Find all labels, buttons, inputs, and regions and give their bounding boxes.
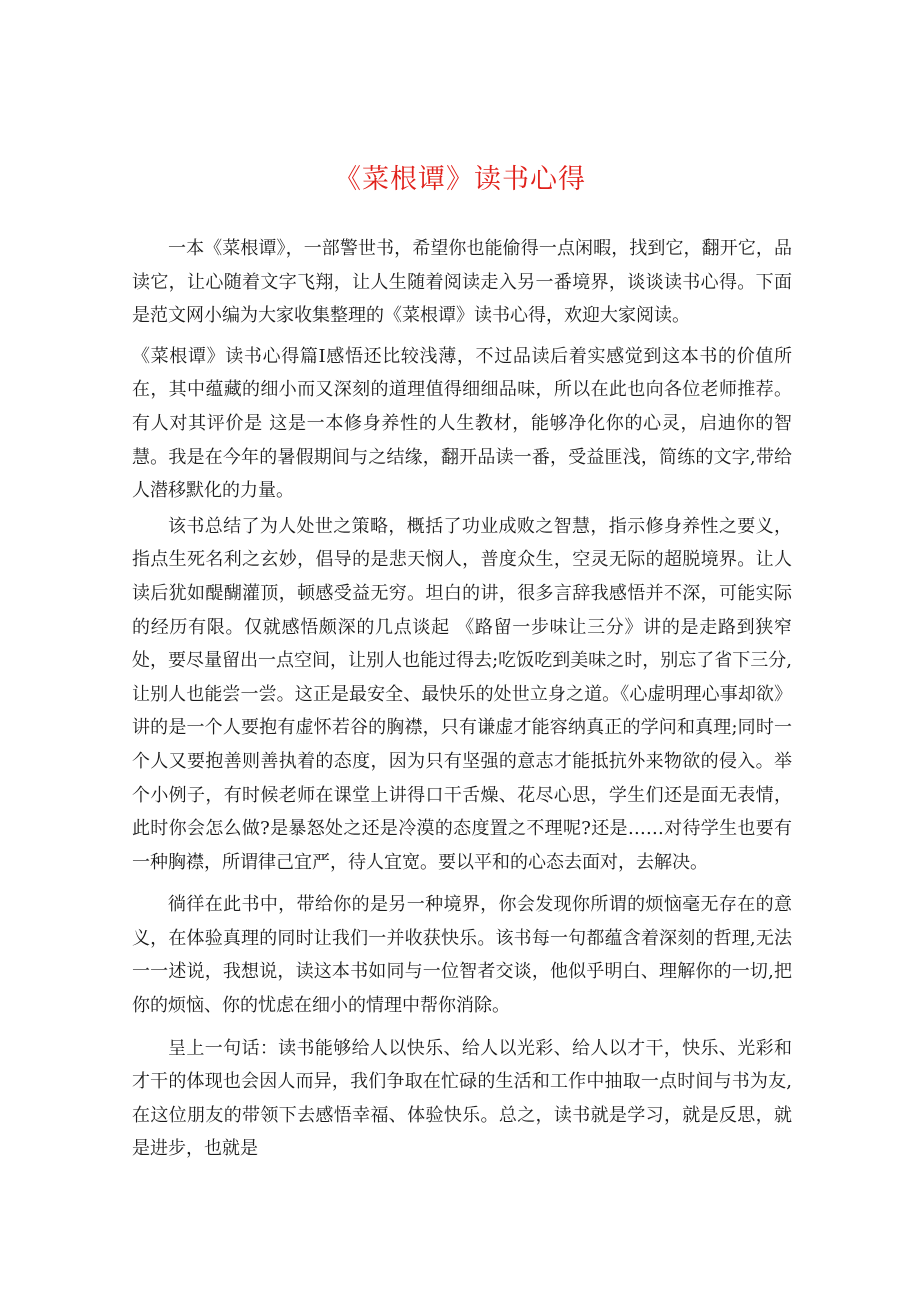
- paragraph-summary: 该书总结了为人处世之策略，概括了功业成败之智慧，指示修身养性之要义，指点生死名利之玄妙，倡导的是悲天悯人，普度众生，空灵无际的超脱境界。让人读后犹如醍醐灌顶，顿感受益无穷。坦白的讲，很多言辞我感悟并不深，可能实际的经历有限。仅就感悟颇深的几点谈起 《路留一步味让三分》讲的是走路到狭窄处，要尽量留出一点空间，让别人也能过得去;吃饭吃到美味之时，别忘了省下三分,让别人也能尝一尝。这正是最安全、最快乐的处世立身之道。《心虚明理心事却欲》讲的是一个人要抱有虚怀若谷的胸襟，只有谦虚才能容纳真正的学问和真理;同时一个人又要抱善则善执着的态度，因为只有坚强的意志才能抵抗外来物欲的侵入。举个小例子，有时候老师在课堂上讲得口干舌燥、花尽心思，学生们还是面无表情，此时你会怎么做?是暴怒处之还是冷漠的态度置之不理呢?还是……对待学生也要有一种胸襟，所谓律己宜严，待人宜宽。要以平和的心态去面对，去解决。: [132, 515, 792, 873]
- document-title: 《菜根谭》读书心得: [334, 164, 586, 195]
- document-body: [132, 232, 792, 1166]
- paragraph-intro: 一本《菜根谭》，一部警世书，希望你也能偷得一点闲暇，找到它，翻开它，品读它，让心随着文字飞翔，让人生随着阅读走入另一番境界，谈谈读书心得。下面是范文网小编为大家收集整理的《菜根谭》读书心得，欢迎大家阅读。: [132, 238, 792, 327]
- paragraph-conclusion: 呈上一句话：读书能够给人以快乐、给人以光彩、给人以才干，快乐、光彩和才干的体现也会因人而异，我们争取在忙碌的生活和工作中抽取一点时间与书为友,在这位朋友的带领下去感悟幸福、体验快乐。总之，读书就是学习，就是反思，就是进步，也就是: [132, 1037, 792, 1160]
- paragraph-chapter-one: 《菜根谭》读书心得篇Ⅰ感悟还比较浅薄，不过品读后着实感觉到这本书的价值所在，其中蕴藏的细小而又深刻的道理值得细细品味，所以在此也向各位老师推荐。有人对其评价是 这是一本修身养性的人生教材，能够净化你的心灵，启迪你的智慧。我是在今年的暑假期间与之结缘，翻开品读一番，受益匪浅，简练的文字,带给人潜移默化的力量。: [132, 345, 792, 502]
- paragraph-reflection: 徜徉在此书中，带给你的是另一种境界，你会发现你所谓的烦恼毫无存在的意义，在体验真理的同时让我们一并收获快乐。该书每一句都蕴含着深刻的哲理,无法一一述说，我想说，读这本书如同与一位智者交谈，他似乎明白、理解你的一切,把你的烦恼、你的忧虑在细小的情理中帮你消除。: [132, 894, 792, 1017]
